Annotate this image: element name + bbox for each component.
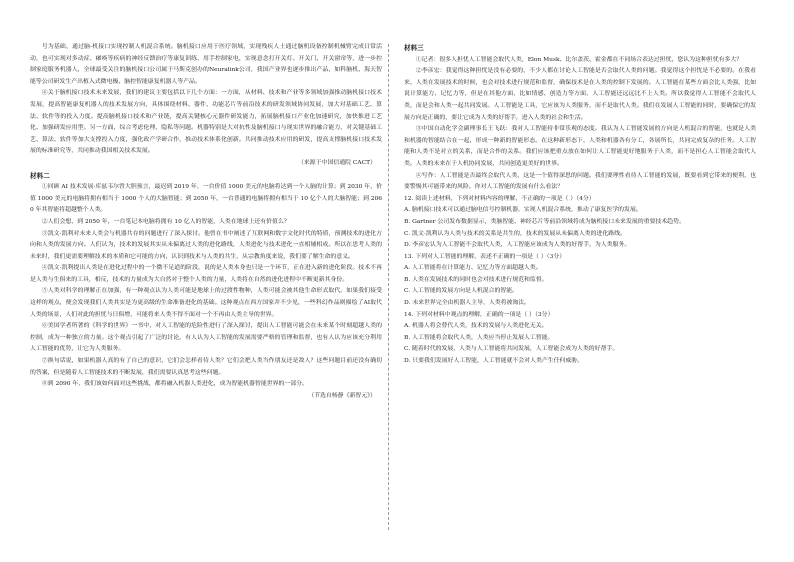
intro-paragraph-2: ④关于脑机接口技术未来发展，我们的建议主要包括以下几个方面：一方面，从材料、技术和产业等多领域加强推动脑机接口技术发展，提高智能康复机器人的技术发展方向，具体围绕材料、器件、功能芯片等前沿技术的研发领域协同发展，加大对基础工艺、算法、软件等的投入力度。提高脑机接口技术和产业链，提高关键核心元器件研发能力，拓展脑机接口产业化加速研究，加快推进工艺化、加强研发应用型。另一方面，综合考虑伦理、隐私等问题。机器特别是大对抗性及脑机接口与现实世界的融合能力，对关键基础工艺、算法、软件等加大支撑投入力度，强化政产学研合作，推动技术体系化创新。共同推动技术应用的研发，提高支撑脑机接口技术发展的标准研究等，共同推动我国相关技术发展。 bbox=[30, 90, 382, 155]
m3-paragraph-3: ③中国自动化学会副理事长王飞跃：我对人工智能持非常乐观的态度。我认为人工智能发展的方向是人机混合的智能，也就是人类和机器的智能结合在一起，形成一种新的智能形态。在这种新形态下，人类和机器各有分工，各展所长，共同完成复杂的任务。人工智能和人类不是对立的关系，而是合作的关系。我们应该把重点放在如何让人工智能更好地服务于人类，而不是担心人工智能会取代人类。人类的未来在于人机协同发展，共同创造更美好的世界。 bbox=[404, 126, 756, 167]
intro-paragraph-1: 号为基础，通过脑-机接口实现控制人机混合系统。脑机接口应用于医疗领域，实现残疾人士通过脑机设备控制机械臂完成日常活动，也可实现对多动症、瘫痪等疾病的神经反馈治疗等康复训练，用手控制家电，实现意念打开关灯、开关门、开关窗帘等，进一步控制家庭服务机器人，全球最受关注的脑机接口公司属于马斯克创办的Neuralink公司，我国产业界也逐步推出产品，如科脑机、海天智能等公司研发生产出植入式微电极、脑控智能康复机器人等产品。 bbox=[30, 44, 382, 85]
m2-closing: ⑧到 2090 年，我们该如何面对这些挑战，都将融入机器人类进化，成为智能机器智能世界的一部分。 bbox=[41, 381, 308, 388]
m3-paragraph-2: ②李彦宏：我觉得这种担忧是没有必要的，不少人都在讨论人工智能是否会取代人类的问题。我觉得这个担忧是不必要的。在我看来，人类在发展技术的时候，也会对技术进行规范和监督，确保技术是在人类的控制下发展的。人工智能在某些方面会比人类强，比如说计算能力、记忆力等，但是在其他方面，比如情感、创造力等方面，人工智能还远远比不上人类。所以我觉得人工智能不会取代人类，而是会和人类一起共同发展。人工智能是工具，它应该为人类服务，而不是取代人类。我们在发展人工智能的同时，要确保它的发展方向是正确的，要让它成为人类的好帮手，进入人类的社会和生活。 bbox=[404, 68, 756, 121]
m2-paragraph-6: ⑥美国学者所著的《科学的世界》一书中，对人工智能的危险性进行了深入探讨，提出人工智能可能会在未来某个时刻超越人类的控制，成为一种独立的力量。这个观点引起了广泛的讨论，有人认为人工智能的发展需要严格的管理和监督，也有人认为应该充分利用人工智能的优势，让它为人类服务。 bbox=[30, 323, 382, 353]
right-column bbox=[404, 42, 756, 368]
m2-paragraph-1: ①回顾 AI 技术发展·库兹韦尔曾大胆预言，最迟到 2019 年，一台价值 1000 美元的电脑将达到一个人脑的计算；到 2030 年，价值 1000 美元的电脑将拥有相当于 1000 个人的大脑智能；到 2050 年，一台普通的电脑将拥有相当于 10 亿个人的大脑智能；到 2060 年其智能将超越整个人类。 bbox=[30, 184, 382, 214]
material-2-heading: 材料二 bbox=[30, 171, 50, 180]
question-14-stem: 14. 下列对材料中观点的理解，正确的一项是（ ）（3分） bbox=[404, 311, 554, 318]
q12-option-b: B. Gartner 公司发布数据显示，类脑智能、神经芯片等前沿领域将成为脑机接口未来发展的重要技术趋势。 bbox=[404, 218, 685, 225]
q14-option-c: C. 随着时代的发展，人类与人工智能将共同发展，人工智能会成为人类的好帮手。 bbox=[404, 346, 619, 353]
material-3-heading: 材料三 bbox=[404, 44, 424, 52]
question-12-stem: 12. 阅读上述材料，下列对材料内容的理解，不正确的一项是（ ）（4分） bbox=[404, 195, 595, 202]
q13-option-a: A. 人工智能将在计算能力、记忆力等方面超越人类。 bbox=[404, 265, 542, 272]
m2-paragraph-3: ③凯文·凯利对未来人类会与机器共存的问题进行了深入探讨。他曾在书中阐述了互联网和数字文化时代的特质，预测技术的进化方向和人类的发展方向。人们认为，技术的发展其实从未偏离过人类的进化路线，人类进化与技术进化一直相辅相成。所以在思考人类的未来时，我们更需要理解技术的本质和它可能的方向，认识到技术与人类的共生，从宗教角度来说，我们要了解生命的意义。 bbox=[30, 230, 382, 260]
q13-option-d: D. 未来世界完全由机器人主导，人类将被淘汰。 bbox=[404, 300, 531, 307]
q14-option-a: A. 机器人将会替代人类，技术的发展与人类进化无关。 bbox=[404, 323, 548, 330]
m2-paragraph-2: ②人们会想，到 2050 年，一台笔记本电脑将拥有 10 亿人的智能，人类在地球上还有价值么？ bbox=[41, 218, 290, 225]
left-column bbox=[30, 42, 382, 402]
q13-option-c: C. 人工智能的发展方向是人机混合的智能。 bbox=[404, 288, 519, 295]
q12-option-a: A. 脑机接口技术可以通过脑电信号控制机器，实现人机混合系统，推动了康复医学的发展。 bbox=[404, 207, 642, 214]
question-13-stem: 13. 下列对人工智能的理解，表述不正确的一项是（ ）（3分） bbox=[404, 253, 566, 260]
q13-option-b: B. 人类在发展技术的同时也会对技术进行规范和监督。 bbox=[404, 276, 548, 283]
source-note-1: （来源于中国信通院 CACT） bbox=[298, 159, 376, 166]
m3-paragraph-4: ④写作：人工智能是否最终会取代人类，这是一个值得深思的问题。我们要理性看待人工智能的发展，既要看到它带来的便利，也要警惕其可能带来的风险。你对人工智能的发展有什么看法？ bbox=[404, 172, 756, 191]
q14-option-b: B. 人工智能将会取代人类，人类应当停止发展人工智能。 bbox=[404, 334, 554, 341]
q12-option-d: D. 李彦宏认为人工智能不会取代人类，人工智能应该成为人类的好帮手，为人类服务。 bbox=[404, 242, 631, 249]
source-note-2: （节选自杨静《新智元》） bbox=[308, 392, 376, 399]
m2-paragraph-5: ⑤人类对科学的理解正在加强，有一种观点认为人类可能是地球上的过渡性物种，人类可能会被其他生命形式取代。如果我们接受这样的观点，便会发现我们人类其实是为更高级的生命准备进化的基础。这种观点在西方国家并不少见，一些科幻作品则描绘了AI取代人类的场景，人们对此的担忧与日俱增，可能将来人类不得不面对一个不再由人类主导的世界。 bbox=[30, 288, 382, 318]
m2-paragraph-4: ④凯文·凯利提出人类是在进化过程中的一个微不足道的阶段，说的是人类本身也只是一个环节，正在进入新的进化阶段。技术不再是人类与生俱来的工具，相反，技术的力量成为大自然对于整个人类的力量，人类将在自然的进化进程中不断更新其身份。 bbox=[30, 265, 382, 283]
q12-option-c: C. 凯文·凯利认为人类与技术的关系是共生的，技术的发展从未偏离人类的进化路线。 bbox=[404, 230, 626, 237]
m3-paragraph-1: ①记者：很多人担忧人工智能会取代人类，Elon Musk、比尔盖茨、霍金都在不同场合表达过担忧，您认为这种担忧有多大？ bbox=[415, 56, 743, 63]
column-divider bbox=[388, 44, 389, 530]
q14-option-d: D. 只要我们发展好人工智能，人工智能就不会对人类产生任何威胁。 bbox=[404, 358, 584, 365]
m2-paragraph-7: ⑦换句话说，如果机器人真的有了自己的意识，它们会怎样看待人类？它们会把人类当作朋友还是敌人？这些问题目前还没有确切的答案，但是随着人工智能技术的不断发展，我们需要认真思考这些问题。 bbox=[30, 358, 382, 376]
